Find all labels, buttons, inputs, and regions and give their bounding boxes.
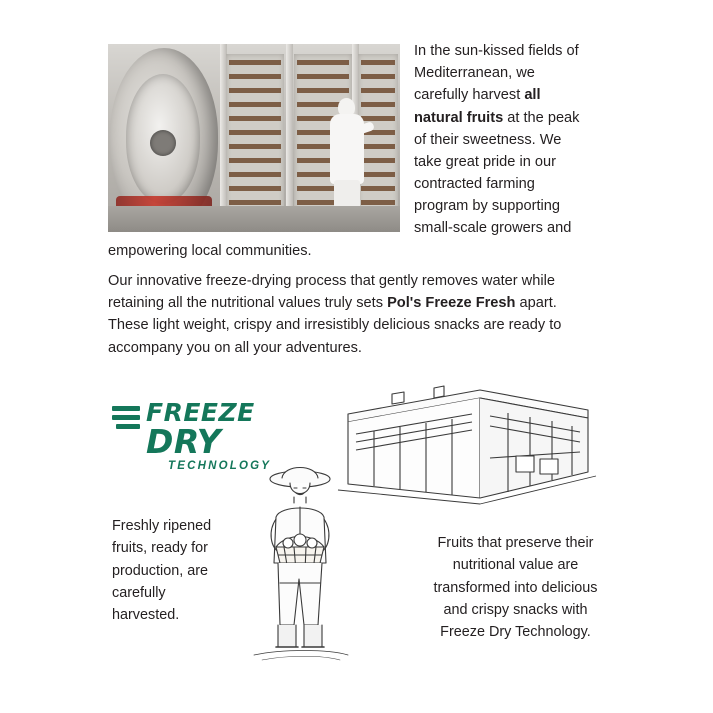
tray-rack [226,54,284,224]
photo-floor [108,206,400,232]
frame-post [286,44,293,232]
factory-illustration [330,380,600,510]
freeze-drying-chamber-photo [108,44,400,232]
caption-right: Fruits that preserve their nutritional value are transformed into delicious and crispy snacks with Freeze Dry Technology. [433,535,598,641]
logo-bars-icon [112,406,140,433]
chamber-door-hub [150,130,176,156]
farmer-illustration [236,455,366,670]
intro-paragraph: In the sun-kissed fields of Mediterranean, we carefully harvest all natural fruits at the peak of their sweetness. We take great pride in our contracted farming program by supporting small-scale growers and empowering local communities. [108,43,580,259]
caption-left: Freshly ripened fruits, ready for production, are carefully harvested. [112,518,212,624]
logo-text-dry: DRY [146,422,222,461]
main-paragraph-block [108,270,592,359]
main-paragraph: Our innovative freeze-drying process that gently removes water while retaining all the nutritional values truly sets Pol's Freeze Fresh apart. These light weight, crispy and irresistibly delicious snacks are ready to accompany you on all your adventures. [108,273,562,356]
intro-section [108,40,588,262]
logo-text-freeze: FREEZE [146,398,255,427]
logo-text-technology: TECHNOLOGY [168,460,272,472]
